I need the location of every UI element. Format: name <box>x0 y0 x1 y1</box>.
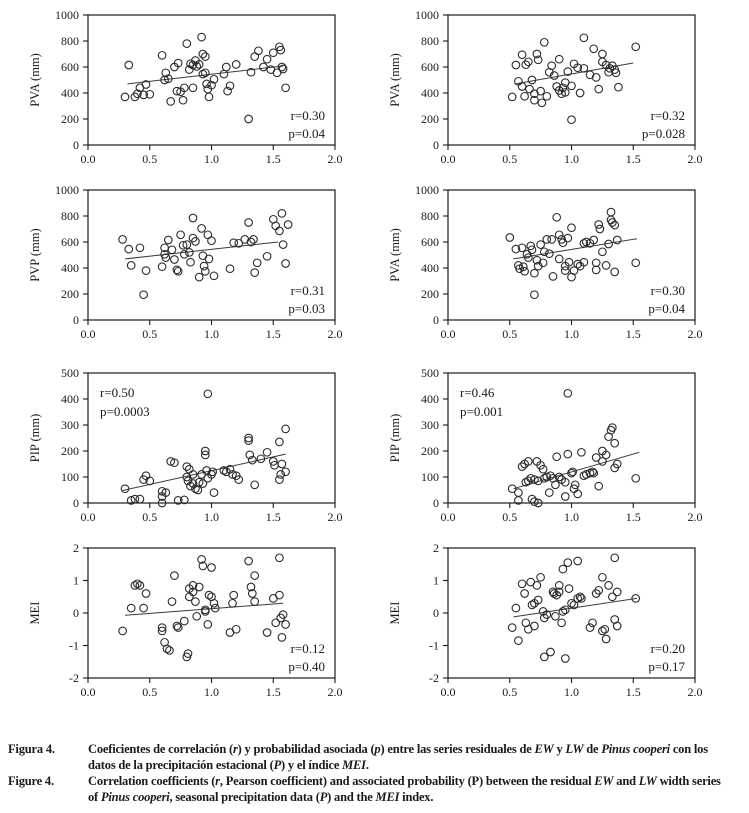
data-points <box>506 208 640 298</box>
scatter-svg <box>25 175 365 357</box>
y-axis-label: MEI <box>28 601 42 625</box>
svg-text:300: 300 <box>421 418 439 432</box>
svg-text:1000: 1000 <box>55 183 79 197</box>
svg-text:1.0: 1.0 <box>564 327 579 341</box>
caption-row-spanish <box>8 741 722 773</box>
y-axis <box>61 366 88 510</box>
scatter-svg <box>385 0 725 182</box>
svg-text:0.0: 0.0 <box>80 510 96 524</box>
svg-text:r=0.31: r=0.31 <box>290 283 325 298</box>
svg-text:p=0.04: p=0.04 <box>648 301 685 316</box>
svg-text:200: 200 <box>421 112 439 126</box>
svg-text:r=0.30: r=0.30 <box>290 108 325 123</box>
svg-text:p=0.17: p=0.17 <box>648 659 685 674</box>
svg-text:1.5: 1.5 <box>625 327 641 341</box>
scatter-plot-mei-row4-right <box>385 533 725 715</box>
x-axis <box>81 320 343 341</box>
svg-text:0.0: 0.0 <box>440 327 456 341</box>
svg-text:2.0: 2.0 <box>687 327 703 341</box>
stats-annotation <box>288 108 325 141</box>
svg-text:200: 200 <box>421 444 439 458</box>
data-points <box>119 554 290 661</box>
svg-text:p=0.03: p=0.03 <box>288 301 325 316</box>
svg-text:100: 100 <box>61 470 79 484</box>
svg-text:r=0.50: r=0.50 <box>100 385 135 400</box>
svg-text:2.0: 2.0 <box>687 152 703 166</box>
svg-text:p=0.001: p=0.001 <box>460 404 504 419</box>
svg-text:1000: 1000 <box>55 8 79 22</box>
svg-text:p=0.0003: p=0.0003 <box>100 404 150 419</box>
svg-text:0: 0 <box>73 313 79 327</box>
data-points <box>508 390 639 507</box>
scatter-plot-pva-row1-right <box>385 0 725 182</box>
svg-text:p=0.04: p=0.04 <box>288 126 325 141</box>
svg-text:200: 200 <box>61 444 79 458</box>
y-axis <box>55 8 88 152</box>
svg-text:500: 500 <box>421 366 439 380</box>
svg-text:1: 1 <box>73 573 79 588</box>
scatter-plot-pvp-row2-left <box>25 175 365 357</box>
svg-text:800: 800 <box>61 209 79 223</box>
svg-text:0.5: 0.5 <box>142 327 158 341</box>
data-points <box>508 34 639 123</box>
x-axis <box>81 503 343 524</box>
x-axis <box>441 145 703 166</box>
caption-text-english: Correlation coefficients (r, Pearson coefficient) and associated probability (P) between the residual EW and LW width series of Pinus cooperi, seasonal precipitation data (P) and the MEI index. <box>88 774 721 804</box>
svg-text:0: 0 <box>73 138 79 152</box>
scatter-svg <box>385 533 725 715</box>
svg-text:1.0: 1.0 <box>204 152 219 166</box>
scatter-svg <box>25 0 365 182</box>
y-axis <box>55 183 88 327</box>
x-axis <box>81 145 343 166</box>
svg-text:0.5: 0.5 <box>142 685 158 699</box>
svg-text:r=0.32: r=0.32 <box>650 108 685 123</box>
svg-text:400: 400 <box>61 392 79 406</box>
svg-text:-2: -2 <box>69 671 79 685</box>
y-axis <box>415 8 448 152</box>
svg-text:600: 600 <box>61 60 79 74</box>
x-axis <box>441 678 703 699</box>
svg-text:2.0: 2.0 <box>327 327 343 341</box>
svg-text:0.5: 0.5 <box>142 510 158 524</box>
svg-text:1000: 1000 <box>415 8 439 22</box>
y-axis-label: PIP (mm) <box>28 413 42 463</box>
stats-annotation <box>100 385 150 419</box>
svg-text:2: 2 <box>433 541 439 555</box>
svg-text:r=0.20: r=0.20 <box>650 641 685 656</box>
stats-annotation <box>648 283 685 316</box>
scatter-svg <box>385 175 725 357</box>
svg-text:400: 400 <box>421 392 439 406</box>
svg-text:1.5: 1.5 <box>265 510 281 524</box>
svg-text:0.0: 0.0 <box>440 152 456 166</box>
svg-text:1.5: 1.5 <box>265 327 281 341</box>
y-axis-label: PVA (mm) <box>388 53 402 107</box>
svg-text:0: 0 <box>73 496 79 510</box>
svg-text:600: 600 <box>421 235 439 249</box>
scatter-svg <box>25 358 365 540</box>
scatter-plot-pva-row2-right <box>385 175 725 357</box>
svg-text:1.0: 1.0 <box>564 510 579 524</box>
stats-annotation <box>288 283 325 316</box>
svg-text:0: 0 <box>433 606 439 620</box>
svg-text:0.5: 0.5 <box>502 327 518 341</box>
svg-text:1000: 1000 <box>415 183 439 197</box>
svg-text:1.5: 1.5 <box>265 152 281 166</box>
svg-text:0: 0 <box>433 138 439 152</box>
svg-text:1.0: 1.0 <box>564 685 579 699</box>
svg-text:2.0: 2.0 <box>327 510 343 524</box>
svg-text:0.5: 0.5 <box>502 510 518 524</box>
svg-text:r=0.12: r=0.12 <box>290 641 325 656</box>
svg-text:1.0: 1.0 <box>204 510 219 524</box>
svg-text:1.0: 1.0 <box>204 685 219 699</box>
scatter-svg <box>385 358 725 540</box>
stats-annotation <box>642 108 685 141</box>
svg-text:300: 300 <box>61 418 79 432</box>
svg-text:200: 200 <box>421 287 439 301</box>
scatter-plot-pva-row1-left <box>25 0 365 182</box>
svg-text:2.0: 2.0 <box>327 152 343 166</box>
svg-text:1.0: 1.0 <box>204 327 219 341</box>
y-axis <box>421 366 448 510</box>
svg-text:400: 400 <box>61 86 79 100</box>
svg-text:0.0: 0.0 <box>440 685 456 699</box>
data-points <box>121 33 289 123</box>
svg-text:0.5: 0.5 <box>142 152 158 166</box>
y-axis-label: PVA (mm) <box>388 228 402 282</box>
scatter-plot-pip-row3-right <box>385 358 725 540</box>
svg-text:1.5: 1.5 <box>625 510 641 524</box>
x-axis <box>441 503 703 524</box>
svg-text:800: 800 <box>61 34 79 48</box>
svg-text:800: 800 <box>421 34 439 48</box>
x-axis <box>441 320 703 341</box>
svg-text:p=0.028: p=0.028 <box>641 126 685 141</box>
svg-text:1.5: 1.5 <box>625 685 641 699</box>
svg-text:500: 500 <box>61 366 79 380</box>
svg-text:400: 400 <box>421 261 439 275</box>
svg-text:0.5: 0.5 <box>502 152 518 166</box>
svg-text:1: 1 <box>433 573 439 588</box>
svg-text:0.0: 0.0 <box>80 685 96 699</box>
stats-annotation <box>288 641 325 674</box>
stats-annotation <box>648 641 685 674</box>
svg-text:400: 400 <box>61 261 79 275</box>
svg-text:2: 2 <box>73 541 79 555</box>
scatter-svg <box>25 533 365 715</box>
y-axis <box>69 541 88 685</box>
svg-text:0.0: 0.0 <box>80 327 96 341</box>
svg-text:600: 600 <box>421 60 439 74</box>
svg-text:0: 0 <box>433 313 439 327</box>
svg-text:-1: -1 <box>69 638 79 653</box>
y-axis <box>415 183 448 327</box>
svg-text:400: 400 <box>421 86 439 100</box>
svg-text:2.0: 2.0 <box>687 510 703 524</box>
svg-text:1.5: 1.5 <box>625 152 641 166</box>
stats-annotation <box>460 385 503 419</box>
svg-text:200: 200 <box>61 112 79 126</box>
svg-text:600: 600 <box>61 235 79 249</box>
svg-text:-2: -2 <box>429 671 439 685</box>
svg-text:r=0.46: r=0.46 <box>460 385 495 400</box>
svg-text:0.0: 0.0 <box>80 152 96 166</box>
x-axis <box>81 678 343 699</box>
caption-row-english <box>8 773 722 805</box>
y-axis-label: PVP (mm) <box>28 228 42 282</box>
svg-text:200: 200 <box>61 287 79 301</box>
scatter-plot-mei-row4-left <box>25 533 365 715</box>
y-axis-label: MEI <box>388 601 402 625</box>
svg-text:1.5: 1.5 <box>265 685 281 699</box>
scatter-plot-pip-row3-left <box>25 358 365 540</box>
svg-text:p=0.40: p=0.40 <box>288 659 325 674</box>
svg-text:r=0.30: r=0.30 <box>650 283 685 298</box>
figure-caption <box>8 741 722 805</box>
y-axis-label: PVA (mm) <box>28 53 42 107</box>
data-points <box>119 210 292 299</box>
svg-text:-1: -1 <box>429 638 439 653</box>
y-axis <box>429 541 448 685</box>
svg-text:0: 0 <box>433 496 439 510</box>
svg-text:0.5: 0.5 <box>502 685 518 699</box>
svg-text:0.0: 0.0 <box>440 510 456 524</box>
svg-text:800: 800 <box>421 209 439 223</box>
data-points <box>508 554 639 662</box>
caption-text-spanish: Coeficientes de correlación (r) y probabilidad asociada (p) entre las series residuales de EW y LW de Pinus cooperi con los datos de la precipitación estacional (P) y el índice MEI. <box>88 742 708 772</box>
svg-text:2.0: 2.0 <box>687 685 703 699</box>
svg-text:100: 100 <box>421 470 439 484</box>
svg-text:0: 0 <box>73 606 79 620</box>
svg-text:2.0: 2.0 <box>327 685 343 699</box>
caption-label-english: Figure 4. <box>8 774 54 788</box>
caption-label-spanish: Figura 4. <box>8 742 55 756</box>
svg-text:1.0: 1.0 <box>564 152 579 166</box>
y-axis-label: PIP (mm) <box>388 413 402 463</box>
trend-line <box>125 242 278 259</box>
